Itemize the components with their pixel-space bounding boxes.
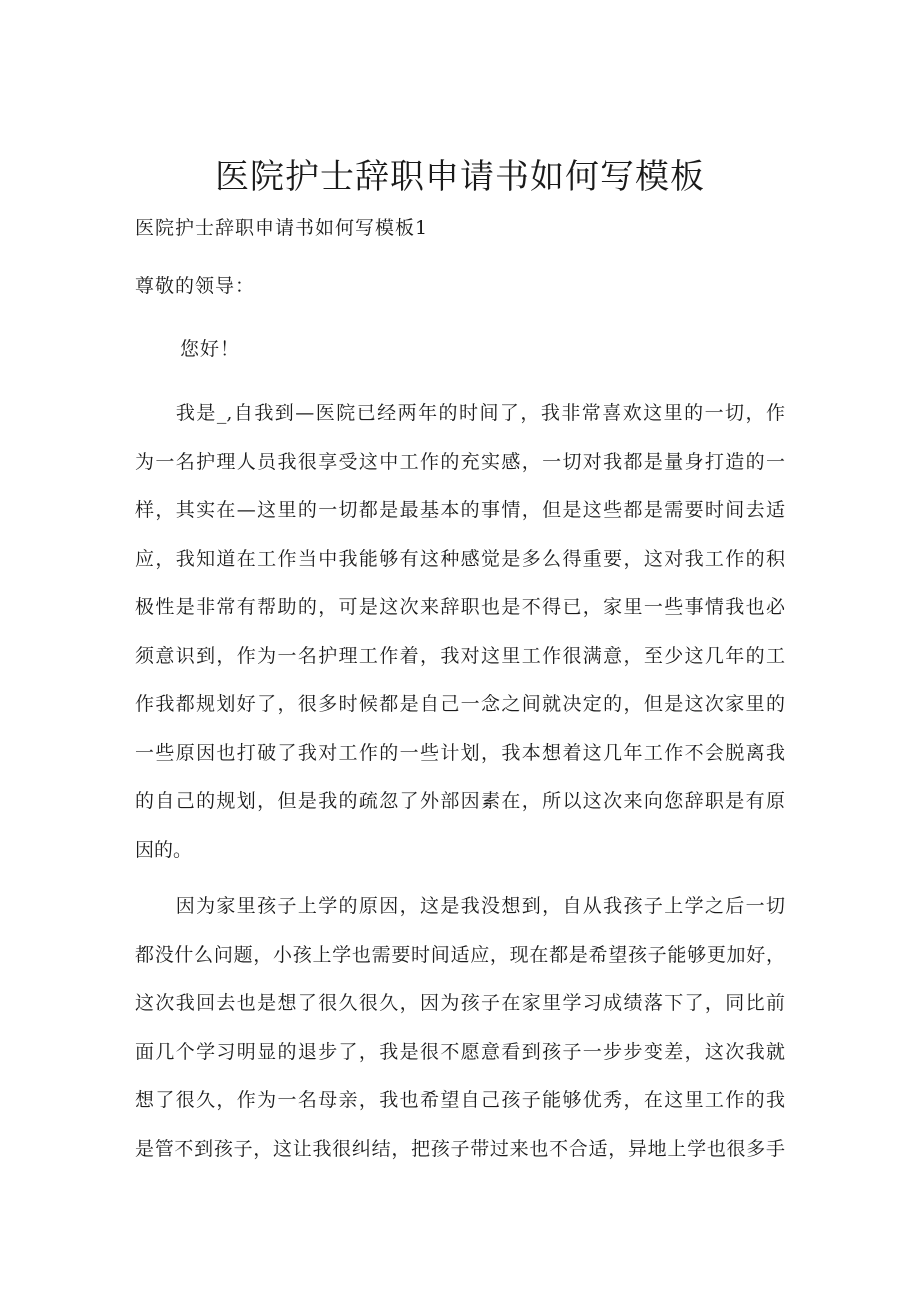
paragraph-line: 一些原因也打破了我对工作的一些计划，我本想着这几年工作不会脱离我 — [135, 741, 785, 764]
greeting: 您好！ — [180, 338, 241, 360]
document-title: 医院护士辞职申请书如何写模板 — [215, 157, 705, 197]
paragraph-line: 须意识到，作为一名护理工作着，我对这里工作很满意，至少这几年的工 — [135, 644, 785, 667]
salutation: 尊敬的领导： — [135, 275, 256, 297]
paragraph-2 — [135, 882, 785, 1173]
paragraph-line: 的自己的规划，但是我的疏忽了外部因素在，所以这次来向您辞职是有原 — [135, 790, 785, 812]
paragraph-line: 因的。 — [135, 838, 193, 861]
paragraph-line: 因为家里孩子上学的原因，这是我没想到，自从我孩子上学之后一切 — [135, 895, 785, 917]
paragraph-line: 为一名护理人员我很享受这中工作的充实感，一切对我都是量身打造的一 — [135, 450, 785, 473]
paragraph-line: 面几个学习明显的退步了，我是很不愿意看到孩子一步步变差，这次我就 — [135, 1040, 785, 1063]
paragraph-line: 作我都规划好了，很多时候都是自己一念之间就决定的，但是这次家里的 — [135, 693, 785, 715]
paragraph-line: 应，我知道在工作当中我能够有这种感觉是多么得重要，这对我工作的积 — [135, 547, 785, 570]
paragraph-line: 我是_,自我到—医院已经两年的时间了，我非常喜欢这里的一切，作 — [135, 402, 785, 424]
paragraph-1 — [135, 389, 785, 874]
paragraph-line: 样，其实在—这里的一切都是最基本的事情，但是这些都是需要时间去适 — [135, 499, 785, 521]
document-subtitle: 医院护士辞职申请书如何写模板1 — [135, 217, 429, 239]
paragraph-line: 都没什么问题，小孩上学也需要时间适应，现在都是希望孩子能够更加好， — [135, 943, 785, 966]
paragraph-line: 这次我回去也是想了很久很久，因为孩子在家里学习成绩落下了，同比前 — [135, 992, 785, 1014]
paragraph-line: 极性是非常有帮助的，可是这次来辞职也是不得已，家里一些事情我也必 — [135, 596, 785, 618]
paragraph-line: 想了很久，作为一名母亲，我也希望自己孩子能够优秀，在这里工作的我 — [135, 1089, 785, 1111]
paragraph-line: 是管不到孩子，这让我很纠结，把孩子带过来也不合适，异地上学也很多手 — [135, 1137, 785, 1160]
